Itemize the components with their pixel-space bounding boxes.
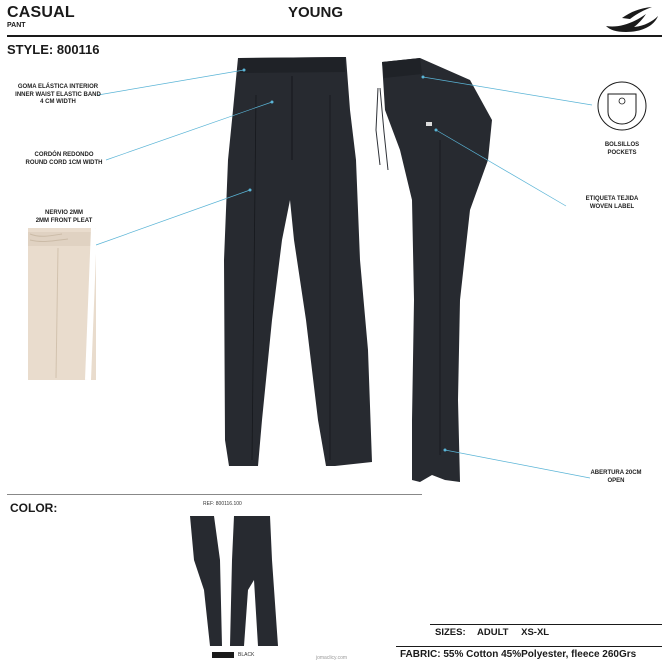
color-swatch-label: BLACK [238,652,255,658]
callout-opening-line-2: OPEN [607,477,625,484]
callout-pockets [586,142,658,157]
pocket-icon [598,82,646,130]
watermark: jomaclicy.com [316,655,348,661]
subcategory-label: PANT [7,22,26,29]
front-pant [224,57,372,466]
color-swatch-thumbnails [190,516,278,646]
color-swatch-black [212,652,234,658]
callout-waistband-line-3: 4 CM WIDTH [40,99,76,105]
collection-title: YOUNG [288,4,344,21]
callout-pleat-line-2: 2MM FRONT PLEAT [35,217,93,224]
callout-cord-line-1: CORDÓN REDONDO [34,152,94,158]
callout-cord-line-2: ROUND CORD 1CM WIDTH [25,159,103,166]
sizes-values [477,627,549,638]
sizes-label: SIZES: [435,627,466,638]
callout-opening-line-1: ABERTURA 20CM [590,470,642,476]
fabric-label: FABRIC: [400,649,441,660]
color-title: COLOR: [10,501,58,515]
front-pleat-detail-image [28,228,96,380]
category-title: CASUAL [7,4,75,21]
sizes-group: ADULT [477,627,509,638]
callout-opening [580,470,652,485]
callout-pleat-line-1: NERVIO 2MM [45,210,83,216]
callout-pockets-line-2: POCKETS [607,149,637,156]
callout-pleat [18,210,110,225]
color-ref: REF: 800116.100 [203,501,242,507]
color-divider [7,494,422,495]
callout-waistband [12,84,104,107]
callout-pockets-line-1: BOLSILLOS [604,142,640,148]
sizes-range: XS-XL [521,627,550,638]
callout-label-line-2: WOVEN LABEL [589,203,635,210]
style-label: STYLE: [7,42,54,57]
callout-cord [18,152,110,167]
callout-woven-label [566,196,658,211]
side-pant [376,58,492,482]
callout-waistband-line-2: INNER WAIST ELASTIC BAND [15,91,101,98]
fabric-text: 55% Cotton 45%Polyester, fleece 260Grs [443,649,637,660]
callout-label-line-1: ETIQUETA TEJIDA [585,196,639,202]
callout-waistband-line-1: GOMA ELÁSTICA INTERIOR [17,84,99,90]
style-number: 800116 [56,42,100,57]
fabric-spec [400,649,636,660]
